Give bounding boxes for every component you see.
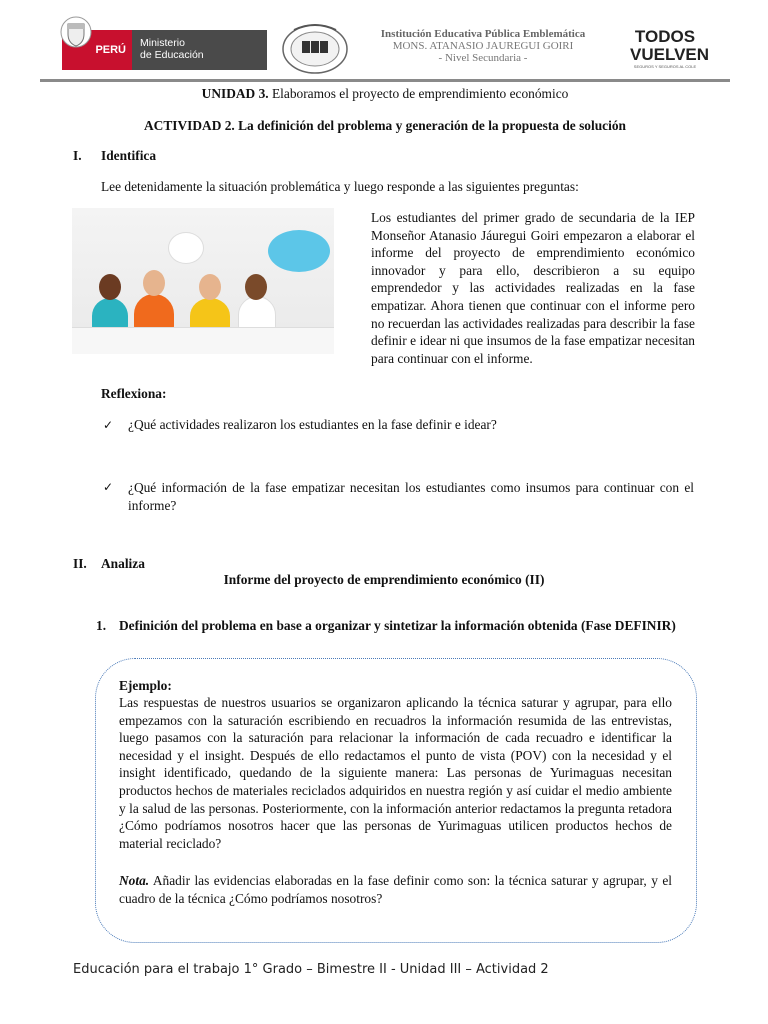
item-title: Definición del problema en base a organizar y sintetizar la información obtenida (Fase DEFINIR) — [119, 618, 676, 633]
section1-instruction: Lee detenidamente la situación problemática y luego responde a las siguientes preguntas: — [101, 179, 579, 194]
institution-line2: MONS. ATANASIO JAUREGUI GOIRI — [392, 40, 574, 52]
page-header — [40, 18, 730, 80]
section2-title: Analiza — [101, 556, 145, 571]
peru-label: PERÚ — [95, 44, 126, 56]
ministry-line1: Ministerio — [140, 37, 185, 49]
note-paragraph — [119, 872, 672, 907]
school-emblem-icon — [280, 22, 350, 76]
section2-number: II. — [73, 556, 87, 571]
unit-title — [40, 86, 730, 102]
campaign-line2: VUELVEN — [630, 45, 710, 64]
ministry-line2: de Educación — [140, 49, 204, 61]
situation-text: Los estudiantes del primer grado de secundaria de la IEP Monseñor Atanasio Jáuregui Goiri empezaron a elaborar el informe del proyecto de emprendimiento económico innovador y para ello, describieron a su equipo emprendedor y las actividades realizadas en la fase empatizar. Ahora tienen que continuar con el informe pero no recuerdan las actividades realizadas para describir la fase definir e idear ni que insumos de la fase empatizar necesitan para continuar con el informe. — [371, 210, 695, 366]
example-title: Ejemplo: — [119, 678, 172, 693]
institution-name — [358, 28, 608, 64]
students-photo — [72, 208, 334, 354]
section1-number: I. — [73, 148, 82, 163]
checkmark-icon: ✓ — [103, 418, 114, 432]
unit-title-rest: Elaboramos el proyecto de emprendimiento económico — [271, 86, 569, 101]
note-label: Nota. — [119, 873, 150, 888]
question-2: ¿Qué información de la fase empatizar necesitan los estudiantes como insumos para continuar con el informe? — [128, 480, 694, 513]
unit-title-bold: UNIDAD 3. — [201, 86, 269, 101]
activity-title: ACTIVIDAD 2. La definición del problema y generación de la propuesta de solución — [144, 118, 626, 133]
thought-bubble-icon — [168, 232, 204, 264]
reflect-title: Reflexiona: — [101, 386, 167, 401]
header-divider — [40, 79, 730, 82]
thought-bubble-icon — [268, 230, 330, 272]
institution-line1: Institución Educativa Pública Emblemática — [380, 28, 586, 40]
institution-line3: - Nivel Secundaria - — [438, 52, 528, 64]
campaign-line1: TODOS — [634, 27, 696, 46]
checkmark-icon: ✓ — [103, 480, 114, 494]
coat-of-arms-icon — [58, 14, 94, 54]
page-footer: Educación para el trabajo 1° Grado – Bimestre II - Unidad III – Actividad 2 — [73, 962, 549, 977]
item-number: 1. — [96, 618, 107, 633]
report-title: Informe del proyecto de emprendimiento económico (II) — [223, 572, 545, 587]
question-1: ¿Qué actividades realizaron los estudiantes en la fase definir e idear? — [128, 417, 497, 432]
section1-title: Identifica — [101, 148, 157, 163]
campaign-logo — [630, 27, 710, 69]
note-text: Añadir las evidencias elaboradas en la fase definir como son: la técnica saturar y agrupar, y el cuadro de la técnica ¿Cómo podríamos nosotros? — [119, 873, 672, 906]
example-text: Las respuestas de nuestros usuarios se organizaron aplicando la técnica saturar y agrupar, para ello empezamos con la saturación escribiendo en recuadros la información resumida de las entrevistas, luego pasamos con la saturación para relacionar la información de cada recuadro e identificar la necesidad y el insight. Después de ello redactamos el punto de vista (POV) con la necesidad y el insight identificado, quedando de la siguiente manera: Las personas de Yurimaguas necesitan productos hechos de materiales reciclados adquiridos en nuestra región y así cuidar el medio ambiente y la salud de las personas. Posteriormente, con la información anterior redactamos la pregunta retadora ¿Cómo podríamos nosotros hacer que las personas de Yurimaguas utilicen productos hechos de material reciclado? — [119, 695, 672, 851]
campaign-tagline: SEGUROS Y SEGUROS AL COLE — [633, 64, 697, 69]
